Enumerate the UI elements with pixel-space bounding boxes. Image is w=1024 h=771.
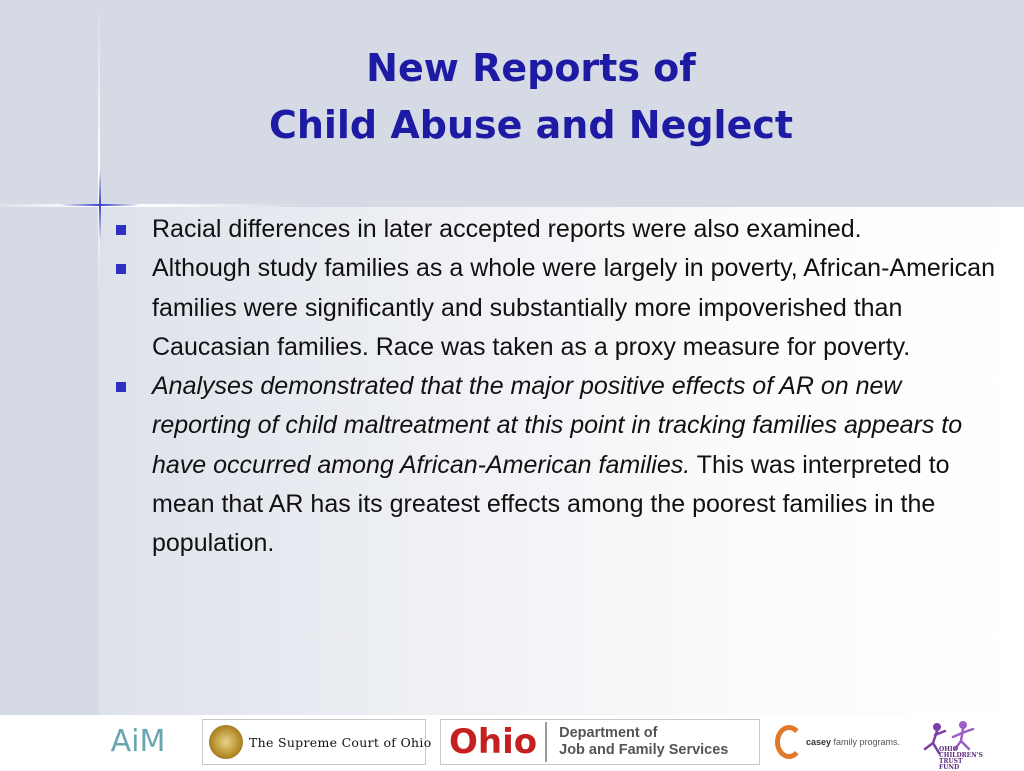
ohio-wordmark: Ohio	[441, 722, 547, 762]
court-seal-icon	[209, 725, 243, 759]
ctf-logo-text: OHIO CHILDREN'S TRUST FUND	[939, 746, 983, 771]
sparkle-vertical	[99, 170, 101, 240]
bullet-item	[112, 249, 1002, 367]
casey-swirl-icon	[775, 725, 803, 759]
ohio-childrens-trust-fund-logo	[915, 719, 985, 771]
jfs-department-text: Department of Job and Family Services	[559, 725, 729, 758]
bullet-text-italic: Analyses demonstrated that the major positive effects of AR on new reporting of child maltreatment at this point in tracking families appears to have occurred among African-American families.	[152, 372, 963, 479]
slide-title-line-1: New Reports of	[366, 46, 696, 90]
aim-logo: AiM	[110, 724, 166, 759]
bullet-item	[112, 367, 1002, 563]
bullet-list	[112, 210, 1002, 564]
sponsor-logo-bar	[0, 715, 1024, 771]
square-bullet-icon	[116, 264, 126, 274]
casey-logo-text	[806, 737, 900, 747]
casey-family-programs-logo	[775, 719, 903, 765]
bullet-text: Although study families as a whole were largely in poverty, African-American families were significantly and substantially more impoverished than Caucasian families. Race was taken as a proxy measure for poverty.	[152, 254, 995, 361]
bullet-text: Racial differences in later accepted reports were also examined.	[152, 215, 862, 243]
supreme-court-of-ohio-logo	[202, 719, 432, 765]
slide-title-line-2: Child Abuse and Neglect	[268, 103, 794, 147]
ohio-jfs-logo	[440, 719, 760, 765]
decorative-horizontal-line	[0, 204, 300, 207]
square-bullet-icon	[116, 225, 126, 235]
left-band	[0, 0, 98, 768]
slide-title	[98, 40, 964, 154]
casey-brand: casey	[806, 737, 832, 747]
square-bullet-icon	[116, 382, 126, 392]
bullet-text: This was interpreted to mean that AR has its greatest effects among the poorest families in the population.	[152, 450, 950, 558]
bullet-item	[112, 210, 1002, 249]
casey-tagline: family programs.	[831, 737, 901, 747]
court-logo-text: The Supreme Court of Ohio	[249, 734, 432, 750]
